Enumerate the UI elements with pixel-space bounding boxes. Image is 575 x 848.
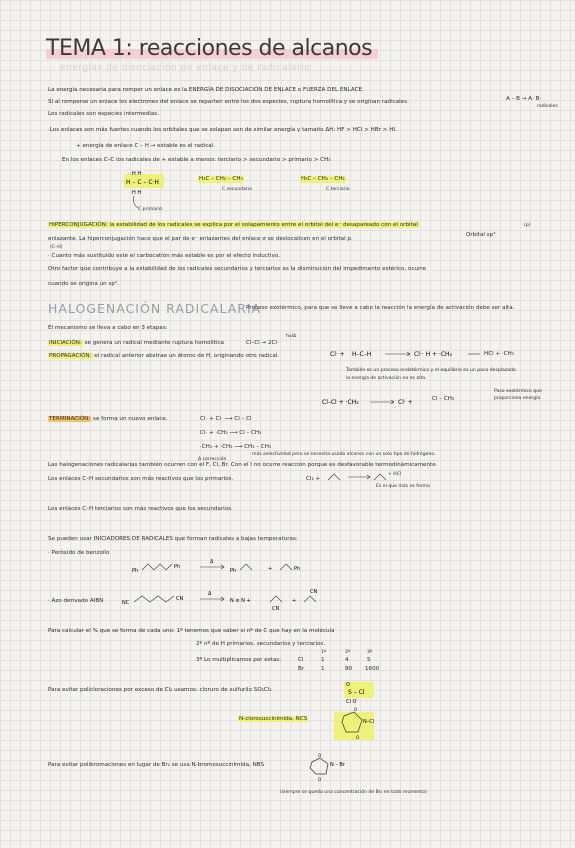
table-header: 1º xyxy=(321,650,327,655)
tertiary-radical-formula: H₃C – CH₂ – CH₂ xyxy=(301,176,345,182)
text-line: El mecanismo se lleva a cabo en 3 etapas: xyxy=(48,325,168,331)
svg-text:H H: H H xyxy=(132,171,142,177)
text-line: 3º Lo multiplicamos por estas: xyxy=(196,657,282,663)
ncs-structure xyxy=(330,706,380,746)
page-title: TEMA 1: reacciones de alcanos xyxy=(46,36,372,61)
svg-text:N – Br: N – Br xyxy=(330,762,345,768)
svg-text:CN: CN xyxy=(176,596,184,602)
svg-text:Cl O: Cl O xyxy=(346,699,357,705)
text-line: En los enlaces C–C los radicales de + estable a menos: terciario > secundario > primario > CH₃ xyxy=(62,157,331,163)
table-cell: 1 xyxy=(321,666,325,672)
section-heading-halogenation: HALOGENACIÓN RADICALARIA xyxy=(48,301,262,316)
exothermic-note: proporciona energía. xyxy=(494,396,542,401)
svg-text:CN: CN xyxy=(272,606,280,612)
svg-text:S – Cl: S – Cl xyxy=(348,689,365,696)
reaction-reactant: Cl₂ + xyxy=(306,476,321,482)
secondary-radical-formula: H₃C – CH₂ – CH₃ xyxy=(199,176,243,182)
svg-text:Cl·· H + ·CH₃: Cl·· H + ·CH₃ xyxy=(414,351,452,358)
termination-eq: Cl· + ·CH₃ ⟶ Cl – CH₃ xyxy=(200,430,262,436)
initiation-condition: hν/Δ xyxy=(286,334,297,339)
initiator-item: · Azo derivado AIBN xyxy=(48,598,104,604)
correction-note: Δ corrección xyxy=(198,457,227,462)
svg-text:NC: NC xyxy=(122,600,130,606)
propagation-line: PROPAGACIÓN: el radical anterior abstrae un átomo de H, originando otro radical. xyxy=(49,353,280,359)
text-line: Los radicales son especies intermedias. xyxy=(48,111,159,117)
propagation-product-2: Cl – CH₃ xyxy=(432,396,455,402)
svg-text:O: O xyxy=(318,777,322,782)
svg-text:Ph: Ph xyxy=(174,564,181,570)
text-line: · Cuanto más sustituido esté el carbocatión más estable es por el efecto inductivo. xyxy=(48,253,281,259)
benzoyl-peroxide-scheme xyxy=(130,554,340,582)
orbital-p-note: (p) xyxy=(524,223,531,228)
aibn-scheme xyxy=(120,586,340,616)
exothermic-note: Paso exotérmico que xyxy=(494,389,542,394)
text-line: Los enlaces C–H terciarios son más reactivos que los secundarios. xyxy=(48,506,233,512)
secondary-carbon-label: C secundario xyxy=(222,187,252,192)
svg-text:N ≡ N +: N ≡ N + xyxy=(230,598,251,604)
propagation-scheme xyxy=(330,344,490,364)
table-row-label: Cl xyxy=(298,657,304,663)
svg-text:Cl· +: Cl· + xyxy=(330,351,345,358)
text-line: 2º nº de H primarios, secundarios y terciarios. xyxy=(196,641,326,647)
svg-text:+: + xyxy=(292,598,297,604)
radicals-label: radicales xyxy=(537,104,558,109)
text-line: Si al romperse un enlace los electrones del enlace se reparten entre los dos especies, ruptura homolítica y se originan radicales. xyxy=(48,99,409,105)
text-line: + energía de enlace C – H → estable es el radical. xyxy=(76,143,216,149)
svg-text:Cl· +: Cl· + xyxy=(398,399,413,406)
initiation-equation: Cl–Cl → 2Cl· xyxy=(246,340,279,346)
text-line: Los enlaces C–H secundarios son más reactivos que los primarios. xyxy=(48,476,234,482)
page-subtitle: energías de disociación de enlace y de radicalario xyxy=(60,63,311,73)
reaction-homolysis: A – B → A· B· xyxy=(506,96,542,102)
svg-text:Δ: Δ xyxy=(210,559,214,565)
text-line: ·Los enlaces son más fuertes cuando los orbitales que se solapan son de similar energía y tamaño ΔH: HF > HCl > HBr > HI. xyxy=(48,127,397,133)
table-header: 2º xyxy=(345,650,351,655)
sulfuryl-chloride-structure xyxy=(340,676,380,708)
text-line: Las halogenaciones radicalarias también ocurren con el F, Cl, Br. Con el I no ocurre reacción porque es desfavorable termodinámicamente. xyxy=(48,462,438,468)
nbs-note: (siempre se queda una concentración de Br₂ en todo momento) xyxy=(280,790,427,795)
text-line: Se pueden usar INICIADORES DE RADICALES que forman radicales a bajas temperaturas: xyxy=(48,536,298,542)
text-line: La energía necesaria para romper un enlace es la ENERGÍA DE DISOCIACIÓN DE ENLACE o FUERZA DEL ENLACE. xyxy=(48,87,364,93)
svg-text:O: O xyxy=(354,707,358,712)
svg-text:H H: H H xyxy=(132,190,142,196)
text-line: Para evitar policloraciones por exceso de Cl₂ usamos: cloruro de sulfurilo SO₂Cl₂ xyxy=(48,687,272,693)
propagation-note: la energía de activación no es alta. xyxy=(346,376,427,381)
svg-text:+: + xyxy=(268,566,273,572)
svg-text:O: O xyxy=(346,682,350,688)
selectivity-note: más selectividad pero se necesita usado alcanos con un solo tipo de hidrógeno. xyxy=(252,452,436,457)
hyperconjugation-line: enlazante. La hiperconjugación hace que el par de e⁻ enlazantes del enlace σ se deslocalicen en el orbital p. xyxy=(48,236,353,242)
text-line: cuando se origina un sp². xyxy=(48,281,119,287)
ch-bond-note: (C–H) xyxy=(50,245,63,250)
text-line: Otro factor que contribuye a la estabilidad de los radicales secundarios y terciarios es la disminución del impedimento estérico, ocurre xyxy=(48,266,426,272)
svg-text:Ph: Ph xyxy=(132,568,139,574)
propagation-product: HCl + ·CH₃ xyxy=(484,351,515,357)
initiator-item: · Peróxido de benzoílo xyxy=(48,550,110,556)
orbital-sp3-note: Orbital sp³ xyxy=(466,232,496,238)
text-line: Para evitar polibromaciones en lugar de Br₂ se usa N-bromosuccinimida, NBS xyxy=(48,762,265,768)
propane-reaction-scheme xyxy=(326,468,390,484)
table-cell: 1600 xyxy=(365,666,380,672)
major-product-note: Es el que más se forma xyxy=(376,484,430,489)
propagation-note: También es un proceso endotérmico y el equilibrio es un poco desplazado xyxy=(346,368,516,373)
hyperconjugation-line: HIPERCONJUGACIÓN: la estabilidad de los radicales se explica por el solapamiento entre el orbital del e⁻ desapareado con el orbital xyxy=(49,222,418,228)
text-line: Para calcular el % que se forma de cada uno: 1º tenemos que saber si nº de C que hay en la molécula xyxy=(48,628,335,634)
svg-text:H–C–H: H–C–H xyxy=(352,351,372,358)
svg-text:CN: CN xyxy=(310,589,318,595)
svg-text:Ph: Ph xyxy=(294,566,301,572)
svg-text:Ph: Ph xyxy=(230,568,237,574)
svg-text:N–Cl: N–Cl xyxy=(363,719,375,725)
ncs-label: N-clorosuccinimida, NCS xyxy=(239,716,308,722)
svg-text:H – C – C·H: H – C – C·H xyxy=(126,179,159,186)
svg-text:O: O xyxy=(356,735,360,740)
reaction-product: + HCl xyxy=(388,472,402,477)
table-row-label: Br xyxy=(298,666,305,672)
table-cell: 5 xyxy=(367,657,371,663)
termination-eq: ·CH₃ + ·CH₃ ⟶ CH₃ – CH₃ xyxy=(200,444,272,450)
table-cell: 4 xyxy=(345,657,349,663)
nbs-structure xyxy=(304,752,350,782)
initiation-line: INICIACIÓN: se genera un radical mediante ruptura homolítica xyxy=(49,340,224,346)
termination-eq: Cl· + Cl· ⟶ Cl – Cl xyxy=(200,416,252,422)
primary-carbon-label: C primario xyxy=(138,207,163,212)
tertiary-carbon-label: C terciario xyxy=(326,187,350,192)
svg-text:Cl–Cl + ·CH₃: Cl–Cl + ·CH₃ xyxy=(322,399,359,406)
table-header: 3º xyxy=(367,650,373,655)
termination-line: TERMINACIÓN: se forma un nuevo enlace. xyxy=(49,416,168,422)
svg-text:O: O xyxy=(318,753,322,758)
table-cell: 80 xyxy=(345,666,353,672)
table-cell: 1 xyxy=(321,657,325,663)
halogenation-note: Proceso exotérmico, para que se lleve a cabo la reacción la energía de activación debe ser alta. xyxy=(246,305,515,311)
svg-text:Δ: Δ xyxy=(208,591,212,597)
